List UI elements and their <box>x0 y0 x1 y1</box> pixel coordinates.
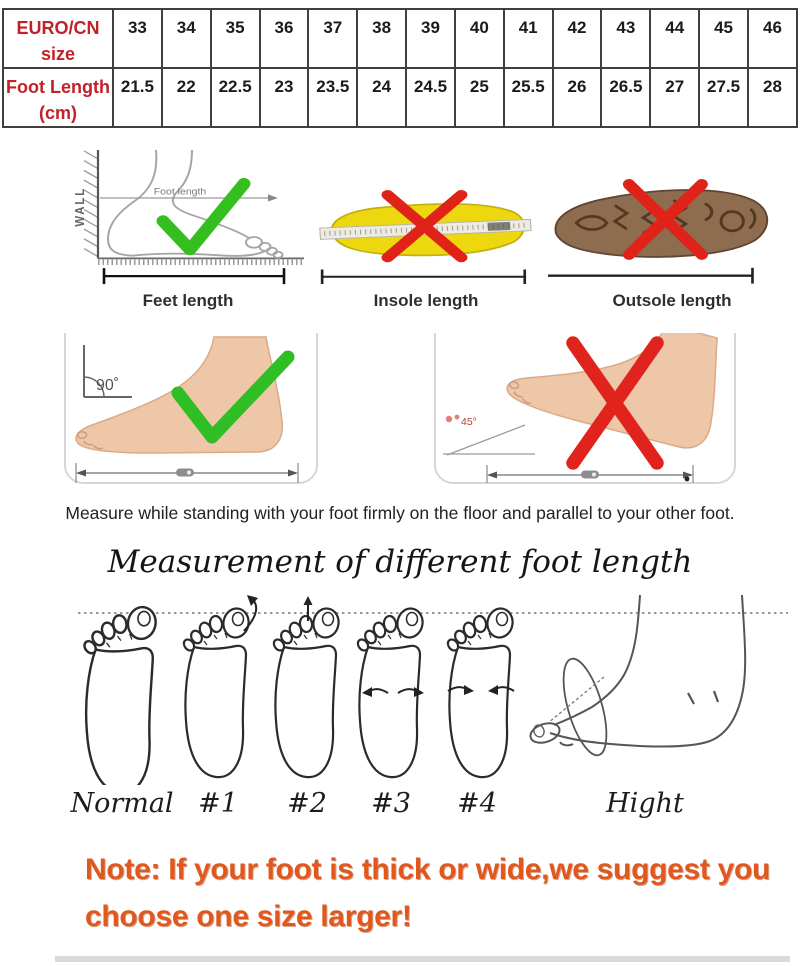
size-header-line1: EURO/CN <box>16 18 100 38</box>
length-header-line2: (cm) <box>38 103 77 124</box>
size-cell: 44 <box>650 9 699 68</box>
size-header-cell <box>3 9 113 68</box>
length-cell: 24.5 <box>406 68 455 127</box>
length-cell: 25.5 <box>504 68 553 127</box>
length-cell: 27 <box>650 68 699 127</box>
size-cell: 33 <box>113 9 162 68</box>
label-1: #1 <box>198 788 238 819</box>
size-cell: 38 <box>357 9 406 68</box>
feet-length-illustration <box>68 150 308 285</box>
length-cell: 23 <box>260 68 309 127</box>
length-cell: 21.5 <box>113 68 162 127</box>
foot-length-arrow <box>100 187 278 202</box>
size-cell: 37 <box>308 9 357 68</box>
size-cell: 35 <box>211 9 260 68</box>
size-note: Note: If your foot is thick or wide,we suggest you choose one size larger! <box>85 853 771 933</box>
outsole-length-caption: Outsole length <box>612 291 732 310</box>
insole-length-caption: Insole length <box>373 291 479 310</box>
length-cell: 24 <box>357 68 406 127</box>
angle-45-marks <box>446 415 460 423</box>
measure-line <box>322 270 525 284</box>
footprints-diagram <box>0 595 800 785</box>
size-cell: 36 <box>260 9 309 68</box>
length-cell: 25 <box>455 68 504 127</box>
length-header-line1: Foot Length <box>6 77 110 98</box>
feet-length-caption: Feet length <box>142 291 234 310</box>
size-cell: 40 <box>455 9 504 68</box>
size-row <box>3 9 797 68</box>
foot-length-label: Foot length <box>153 186 207 198</box>
size-cell: 42 <box>553 9 602 68</box>
bottom-divider <box>55 956 790 962</box>
size-cell: 41 <box>504 9 553 68</box>
measure-line <box>104 268 284 284</box>
insole-length-illustration <box>316 182 536 288</box>
size-cell: 34 <box>162 9 211 68</box>
angle-45-label: 45° <box>461 416 477 428</box>
size-header-line2: size <box>40 44 76 65</box>
ground-lines <box>443 425 535 455</box>
label-4: #4 <box>457 788 497 819</box>
measure-line <box>76 463 298 483</box>
measure-instruction: Measure while standing with your foot firmly on the floor and parallel to your other foot. <box>65 503 735 523</box>
length-cell: 22.5 <box>211 68 260 127</box>
size-cell: 46 <box>748 9 797 68</box>
label-2: #2 <box>287 788 327 819</box>
footprint-normal <box>82 605 158 785</box>
length-cell: 26 <box>553 68 602 127</box>
size-table <box>2 8 798 128</box>
footprint-4 <box>446 607 515 778</box>
length-row <box>3 68 797 127</box>
size-cell: 45 <box>699 9 748 68</box>
outsole-length-illustration <box>548 172 796 288</box>
length-cell: 26.5 <box>601 68 650 127</box>
wall-label: WALL <box>72 186 88 227</box>
length-cell: 23.5 <box>308 68 357 127</box>
diagram-title: Measurement of different foot length <box>107 544 693 580</box>
length-cell: 27.5 <box>699 68 748 127</box>
angle-90-label: 90˚ <box>96 377 120 394</box>
label-hight: Hight <box>606 788 684 819</box>
label-3: #3 <box>371 788 411 819</box>
instep-height-sketch <box>528 595 745 760</box>
length-cell: 28 <box>748 68 797 127</box>
size-cell: 39 <box>406 9 455 68</box>
label-normal: Normal <box>70 788 174 819</box>
measure-line <box>487 465 693 483</box>
footprint-1 <box>182 607 251 778</box>
stance-correct-illustration <box>62 333 322 485</box>
length-cell: 22 <box>162 68 211 127</box>
stance-incorrect-illustration <box>425 333 755 485</box>
footprint-2 <box>272 607 341 778</box>
size-cell: 43 <box>601 9 650 68</box>
measure-line <box>548 268 752 284</box>
length-header-cell <box>3 68 113 127</box>
